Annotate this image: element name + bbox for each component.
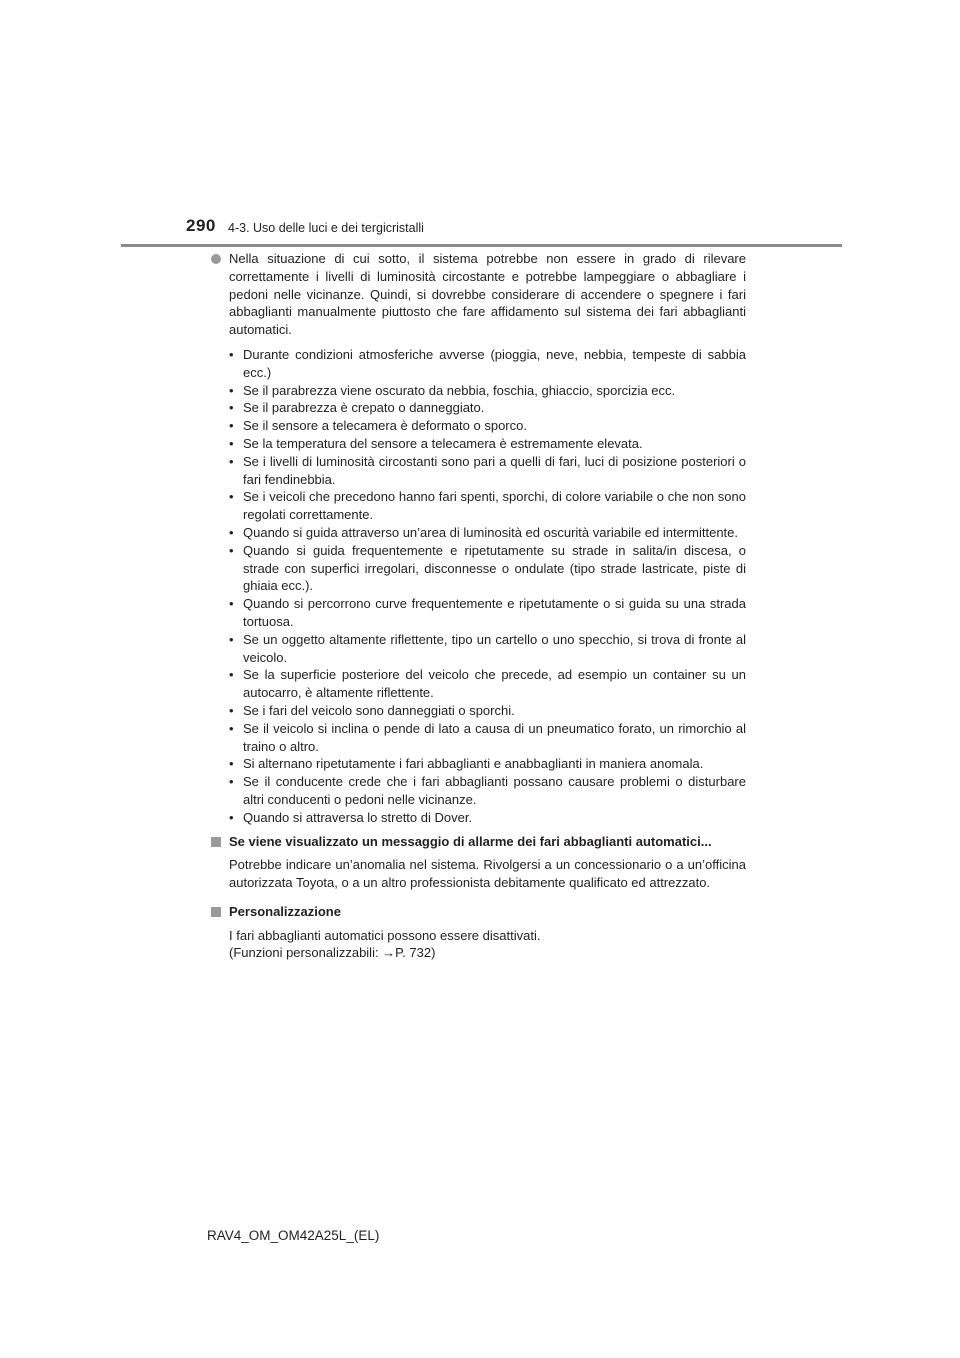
list-item: • Se i livelli di luminosità circostanti sono pari a quelli di fari, luci di posizione posteriori o fari fendinebbia.	[229, 453, 746, 489]
custom-heading	[208, 903, 746, 921]
warning-body: Potrebbe indicare un’anomalia nel sistema. Rivolgersi a un concessionario o a un’officina autorizzata Toyota, o a un altro professionista debitamente qualificato ed attrezzato.	[229, 857, 746, 891]
square-bullet-icon	[211, 837, 221, 847]
document-code: RAV4_OM_OM42A25L_(EL)	[207, 1228, 380, 1243]
list-item: • Se il parabrezza viene oscurato da nebbia, foschia, ghiaccio, sporcizia ecc.	[229, 382, 746, 400]
list-item: • Quando si guida attraverso un’area di luminosità ed oscurità variabile ed intermittente.	[229, 524, 746, 542]
custom-line-2: (Funzioni personalizzabili: →P. 732)	[229, 945, 436, 961]
list-item: • Se il parabrezza è crepato o danneggiato.	[229, 399, 746, 417]
page-content	[208, 250, 746, 962]
list-item: • Durante condizioni atmosferiche avverse (pioggia, neve, nebbia, tempeste di sabbia ecc.)	[229, 346, 746, 382]
square-bullet-icon	[211, 907, 221, 917]
custom-heading-text: Personalizzazione	[229, 903, 341, 919]
list-item: • Se il conducente crede che i fari abbaglianti possano causare problemi o disturbare altri conducenti o pedoni nelle vicinanze.	[229, 773, 746, 809]
note-text: Nella situazione di cui sotto, il sistema potrebbe non essere in grado di rilevare correttamente i livelli di luminosità circostante e potrebbe lampeggiare o abbagliare i pedoni nelle vicinanze. Quindi, si dovrebbe considerare di accendere o spegnere i fari abbaglianti manualmente piuttosto che fare affidamento sul sistema dei fari abbaglianti automatici.	[229, 251, 746, 338]
header-divider	[121, 244, 842, 247]
page-header	[0, 0, 960, 250]
list-item: • Se i fari del veicolo sono danneggiati o sporchi.	[229, 702, 746, 720]
note-paragraph	[208, 250, 746, 339]
section-title: 4-3. Uso delle luci e dei tergicristalli	[228, 221, 424, 235]
circle-bullet-icon	[211, 254, 221, 264]
custom-line-1: I fari abbaglianti automatici possono essere disattivati.	[229, 927, 541, 943]
list-item: • Se la temperatura del sensore a telecamera è estremamente elevata.	[229, 435, 746, 453]
list-item: • Quando si attraversa lo stretto di Dover.	[229, 809, 746, 827]
list-item: • Quando si guida frequentemente e ripetutamente su strade in salita/in discesa, o strade con superfici irregolari, disconnesse o ondulate (tipo strade lastricate, piste di ghiaia ecc.).	[229, 542, 746, 595]
condition-list	[229, 346, 746, 827]
list-item: • Si alternano ripetutamente i fari abbaglianti e anabbaglianti in maniera anomala.	[229, 755, 746, 773]
list-item: • Se il veicolo si inclina o pende di lato a causa di un pneumatico forato, un rimorchio al traino o altro.	[229, 720, 746, 756]
list-item: • Quando si percorrono curve frequentemente e ripetutamente o si guida su una strada tortuosa.	[229, 595, 746, 631]
warning-heading	[208, 833, 746, 851]
list-item: • Se un oggetto altamente riflettente, tipo un cartello o uno specchio, si trova di fronte al veicolo.	[229, 631, 746, 667]
list-item: • Se i veicoli che precedono hanno fari spenti, sporchi, di colore variabile o che non sono regolati correttamente.	[229, 488, 746, 524]
warning-heading-text: Se viene visualizzato un messaggio di allarme dei fari abbaglianti automatici...	[229, 833, 712, 849]
list-item: • Se la superficie posteriore del veicolo che precede, ad esempio un container su un autocarro, è altamente riflettente.	[229, 666, 746, 702]
list-item: • Se il sensore a telecamera è deformato o sporco.	[229, 417, 746, 435]
page-number: 290	[186, 216, 216, 235]
